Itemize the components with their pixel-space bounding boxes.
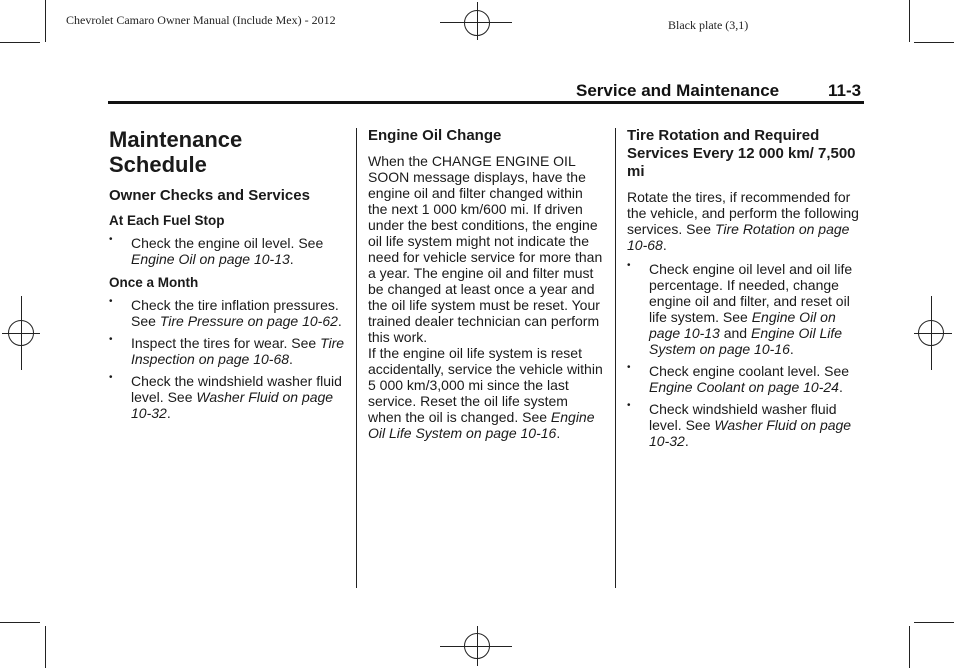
bullet-icon: • — [627, 400, 631, 411]
page-reference: Tire Rotation on page 10-68 — [627, 221, 850, 253]
section-title: Service and Maintenance — [576, 81, 780, 100]
paragraph: If the engine oil life system is reset accidentally, service the vehicle within 5 000 km/3,000 mi since the last service. Reset the oil life system when the oil is changed. See Engine Oil Life System on page 10-16. — [368, 345, 603, 441]
subheading-once-a-month: Once a Month — [109, 275, 199, 290]
list-item: • Check engine coolant level. See Engine Coolant on page 10-24. — [627, 362, 850, 395]
page-reference: Engine Oil Life System on page 10-16 — [649, 325, 843, 357]
page-reference: Washer Fluid on page 10-32 — [131, 389, 334, 421]
page-reference: Engine Oil on page 10-13 — [649, 309, 836, 341]
section-heading: Owner Checks and Services — [109, 187, 310, 204]
list-item: • Check engine oil level and oil life percentage. If needed, change engine oil and filter, and reset oil life system. See Engine Oil on page 10-13 and Engine Oil Life System on page 10-16. — [627, 260, 853, 357]
crop-mark — [0, 622, 40, 623]
header-rule — [108, 101, 864, 104]
crop-mark — [0, 42, 40, 43]
page-reference: Engine Coolant on page 10-24 — [649, 379, 839, 395]
section-heading: Engine Oil Change — [368, 127, 502, 144]
page-reference: Tire Inspection on page 10-68 — [131, 335, 345, 367]
paragraph: When the CHANGE ENGINE OIL SOON message displays, have the engine oil and filter changed within the next 1 000 km/600 mi. If driven under the best conditions, the engine oil life system might not indicate the need for vehicle service for more than a year. The engine oil and filter must be changed at least once a year and the oil life system must be reset. Your trained dealer technician can perform this work. — [368, 153, 603, 345]
column-divider — [356, 128, 357, 588]
paragraph: Rotate the tires, if recommended for the vehicle, and perform the following services. See Tire Rotation on page 10-68. — [627, 189, 859, 253]
page-title: Maintenance Schedule — [109, 127, 243, 177]
subheading-fuel-stop: At Each Fuel Stop — [109, 213, 225, 228]
page-reference: Engine Oil on page 10-13 — [131, 251, 290, 267]
page-number: 11-3 — [828, 81, 862, 100]
crop-mark — [914, 622, 954, 623]
list-item: • Check the tire inflation pressures. See Tire Pressure on page 10-62. — [109, 296, 342, 329]
list-item: • Check the windshield washer fluid level. See Washer Fluid on page 10-32. — [109, 372, 342, 421]
list-item: • Inspect the tires for wear. See Tire Inspection on page 10-68. — [109, 334, 345, 367]
bullet-icon: • — [109, 372, 113, 383]
column-owner-checks — [109, 127, 345, 429]
plate-label: Black plate (3,1) — [668, 18, 749, 32]
bullet-icon: • — [627, 260, 631, 271]
column-divider — [615, 128, 616, 588]
bullet-icon: • — [109, 234, 113, 245]
crop-mark — [45, 0, 46, 42]
bullet-icon: • — [627, 362, 631, 373]
page-reference: Washer Fluid on page 10-32 — [649, 417, 852, 449]
list-item: • Check the engine oil level. See Engine Oil on page 10-13. — [109, 234, 324, 267]
page-reference: Tire Pressure on page 10-62 — [159, 313, 338, 329]
crop-mark — [914, 42, 954, 43]
section-heading: Tire Rotation and Required Services Every 12 000 km/ 7,500 mi — [627, 127, 856, 180]
column-oil-change — [368, 127, 604, 441]
document-title: Chevrolet Camaro Owner Manual (Include Mex) - 2012 — [66, 13, 336, 27]
checklist-tire-rotation — [627, 261, 864, 449]
column-tire-rotation — [627, 127, 864, 457]
crop-mark — [909, 626, 910, 668]
crop-mark — [909, 0, 910, 42]
page-reference: Engine Oil Life System on page 10-16 — [368, 409, 595, 441]
list-item: • Check windshield washer fluid level. See Washer Fluid on page 10-32. — [627, 400, 852, 449]
bullet-icon: • — [109, 334, 113, 345]
bullet-icon: • — [109, 296, 113, 307]
checklist-monthly — [109, 297, 345, 421]
crop-mark — [45, 626, 46, 668]
checklist-fuel-stop — [109, 235, 345, 267]
